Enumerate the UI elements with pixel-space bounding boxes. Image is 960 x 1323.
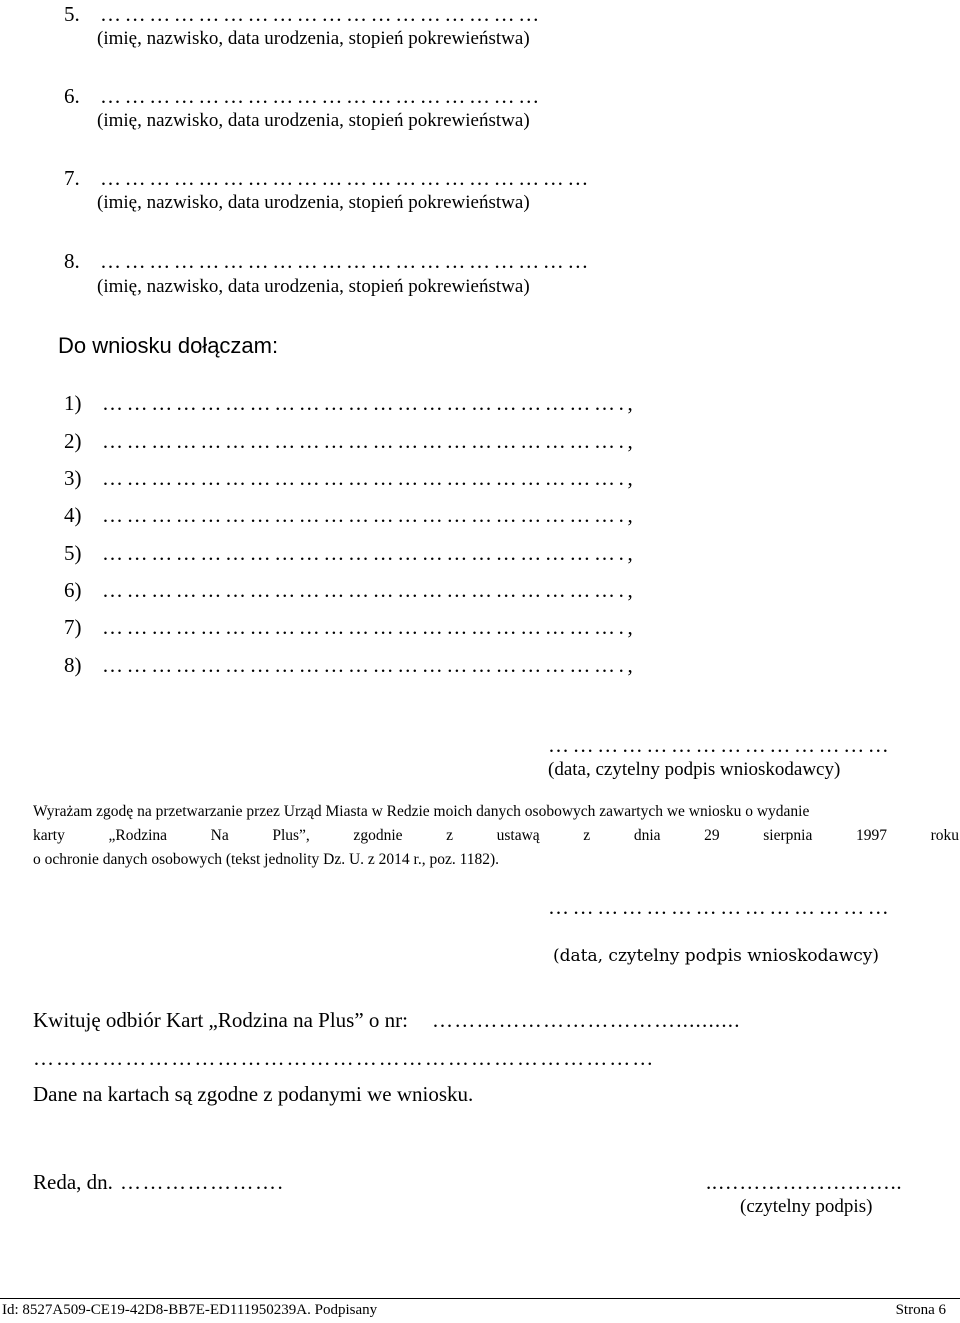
attachment-number: 7) <box>64 615 82 639</box>
receipt-dots: …………………………….......... <box>432 1008 741 1032</box>
signature-dots: …………………………………… <box>548 895 893 919</box>
attachment-number: 8) <box>64 653 82 677</box>
footer-divider <box>0 1298 960 1299</box>
family-item-dots: …………………………………………………… <box>100 166 592 190</box>
attachment-dots: ………………………………………………………., <box>102 503 637 527</box>
receipt-confirm: Dane na kartach są zgodne z podanymi we wniosku. <box>33 1082 474 1106</box>
receipt-text: Kwituję odbiór Kart „Rodzina na Plus” o nr: <box>33 1008 409 1032</box>
family-item-dots: ……………………………………………… <box>100 84 543 108</box>
attachment-number: 4) <box>64 503 82 527</box>
attachment-dots: ………………………………………………………., <box>102 615 637 639</box>
footer-document-id: Id: 8527A509-CE19-42D8-BB7E-ED111950239A. Podpisany <box>2 1302 378 1318</box>
family-item-caption: (imię, nazwisko, data urodzenia, stopień pokrewieństwa) <box>97 276 530 297</box>
family-item-dots: …………………………………………………… <box>100 249 592 273</box>
consent-line: karty „Rodzina Na Plus”, zgodnie z ustawą z dnia 29 sierpnia 1997 roku <box>33 827 959 844</box>
attachment-dots: ………………………………………………………., <box>102 466 637 490</box>
attachment-number: 5) <box>64 541 82 565</box>
consent-line: o ochronie danych osobowych (tekst jednolity Dz. U. z 2014 r., poz. 1182). <box>33 851 500 868</box>
family-item-caption: (imię, nazwisko, data urodzenia, stopień pokrewieństwa) <box>97 28 530 49</box>
attachment-number: 6) <box>64 578 82 602</box>
attachments-heading: Do wniosku dołączam: <box>58 333 279 358</box>
family-item-caption: (imię, nazwisko, data urodzenia, stopień pokrewieństwa) <box>97 110 530 131</box>
family-item-number: 5. <box>64 2 80 26</box>
signature-caption: (czytelny podpis) <box>740 1196 873 1217</box>
footer-page-number: Strona 6 <box>895 1302 946 1318</box>
receipt-dots-line: ……………………………………………………………………… <box>33 1046 656 1070</box>
attachment-number: 3) <box>64 466 82 490</box>
signature-caption: (data, czytelny podpis wnioskodawcy) <box>548 759 841 780</box>
family-item-number: 6. <box>64 84 80 108</box>
family-item-dots: ……………………………………………… <box>100 2 543 26</box>
attachment-dots: ………………………………………………………., <box>102 391 637 415</box>
family-item-caption: (imię, nazwisko, data urodzenia, stopień pokrewieństwa) <box>97 192 530 213</box>
attachment-number: 1) <box>64 391 82 415</box>
consent-line: Wyrażam zgodę na przetwarzanie przez Urząd Miasta w Redzie moich danych osobowych zawartych we wniosku o wydanie <box>33 803 810 820</box>
signature-caption: (data, czytelny podpis wnioskodawcy) <box>553 946 879 966</box>
signature-dots: …………………………………… <box>548 733 893 757</box>
attachment-dots: ………………………………………………………., <box>102 653 637 677</box>
attachment-dots: ………………………………………………………., <box>102 541 637 565</box>
signature-dots: ..…………………….. <box>706 1170 903 1194</box>
place-date-dots: …………………. <box>120 1170 285 1194</box>
attachment-dots: ………………………………………………………., <box>102 578 637 602</box>
attachment-dots: ………………………………………………………., <box>102 429 637 453</box>
consent-paragraph <box>33 800 959 872</box>
family-item-number: 8. <box>64 249 80 273</box>
place-date-label: Reda, dn. <box>33 1170 113 1194</box>
attachment-number: 2) <box>64 429 82 453</box>
family-item-number: 7. <box>64 166 80 190</box>
